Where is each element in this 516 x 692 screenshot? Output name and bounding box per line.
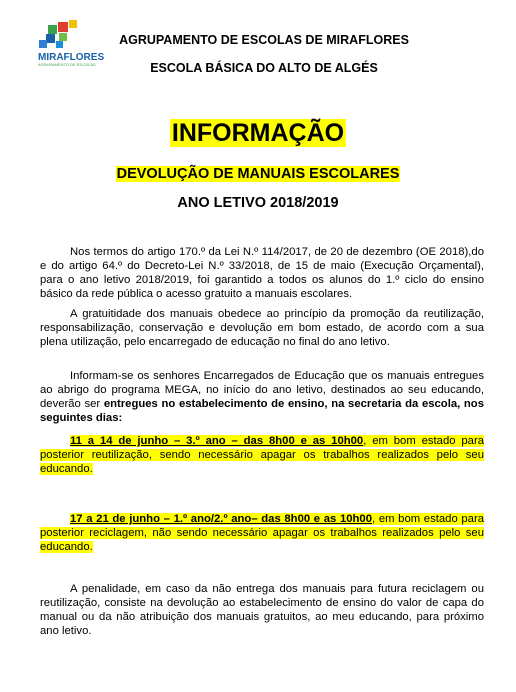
highlighted-3rd-year-block: [40, 435, 484, 475]
date-1st-2nd-year: 17 a 21 de junho – 1.º ano/2.º ano– das 8h00 e as 10h00: [70, 513, 373, 525]
highlighted-1st-2nd-year-block: [40, 513, 484, 553]
page-subtitle: DEVOLUÇÃO DE MANUAIS ESCOLARES: [116, 166, 400, 182]
return-location-text: entregues no estabelecimento de ensino, na secretaria da escola, nos seguintes dias:: [40, 398, 484, 424]
svg-text:MIRAFLORES: MIRAFLORES: [38, 52, 105, 63]
detail-3rd-year: , em bom estado para posterior reutilização, sendo necessário apagar os trabalhos realizados pelo seu educando.: [40, 435, 484, 475]
date-3rd-year: 11 a 14 de junho – 3.º ano – das 8h00 e as 10h00: [70, 435, 364, 447]
page-title: INFORMAÇÃO: [171, 119, 345, 147]
paragraph-return-instructions: [40, 369, 484, 425]
paragraph-penalty: A penalidade, em caso da não entrega dos manuais para futura reciclagem ou reutilização, consiste na devolução ao estabelecimento de ensino do valor de capa do manual ou da não atribuição dos manuais gratuitos, ao meu educando, para próximo ano letivo.: [40, 583, 484, 637]
subtitle-container: [0, 165, 516, 184]
org-name: AGRUPAMENTO DE ESCOLAS DE MIRAFLORES: [119, 33, 409, 47]
paragraph-1st-2nd-year-dates: [40, 512, 484, 554]
detail-1st-2nd-year: , em bom estado para posterior reciclagem, não sendo necessário apagar os trabalhos realizados pelo seu educando.: [40, 513, 484, 553]
svg-text:AGRUPAMENTO DE ESCOLAS: AGRUPAMENTO DE ESCOLAS: [38, 62, 96, 67]
school-year: ANO LETIVO 2018/2019: [177, 195, 339, 211]
title-container: [0, 118, 516, 148]
paragraph-3rd-year-dates: [40, 434, 484, 476]
paragraph-legal-basis: Nos termos do artigo 170.º da Lei N.º 114/2017, de 20 de dezembro (OE 2018),do e do artigo 64.º do Decreto-Lei N.º 33/2018, de 15 de maio (Execução Orçamental), para o ano letivo 2018/2019, foi garantido a todos os alunos do 1.º ciclo do ensino básico da rede pública o acesso gratuito a manuais escolares.: [40, 246, 484, 300]
school-name: ESCOLA BÁSICA DO ALTO DE ALGÉS: [150, 61, 378, 75]
return-instructions-text: Informam-se os senhores Encarregados de Educação que os manuais entregues ao abrigo do programa MEGA, no início do ano letivo, destinados ao seu educando, deverão ser: [40, 370, 484, 410]
paragraph-gratuity: A gratuitidade dos manuais obedece ao princípio da promoção da reutilização, responsabilização, conservação e devolução em bom estado, de acordo com a sua plena utilização, pelo encarregado de educação no final do ano letivo.: [40, 308, 484, 348]
